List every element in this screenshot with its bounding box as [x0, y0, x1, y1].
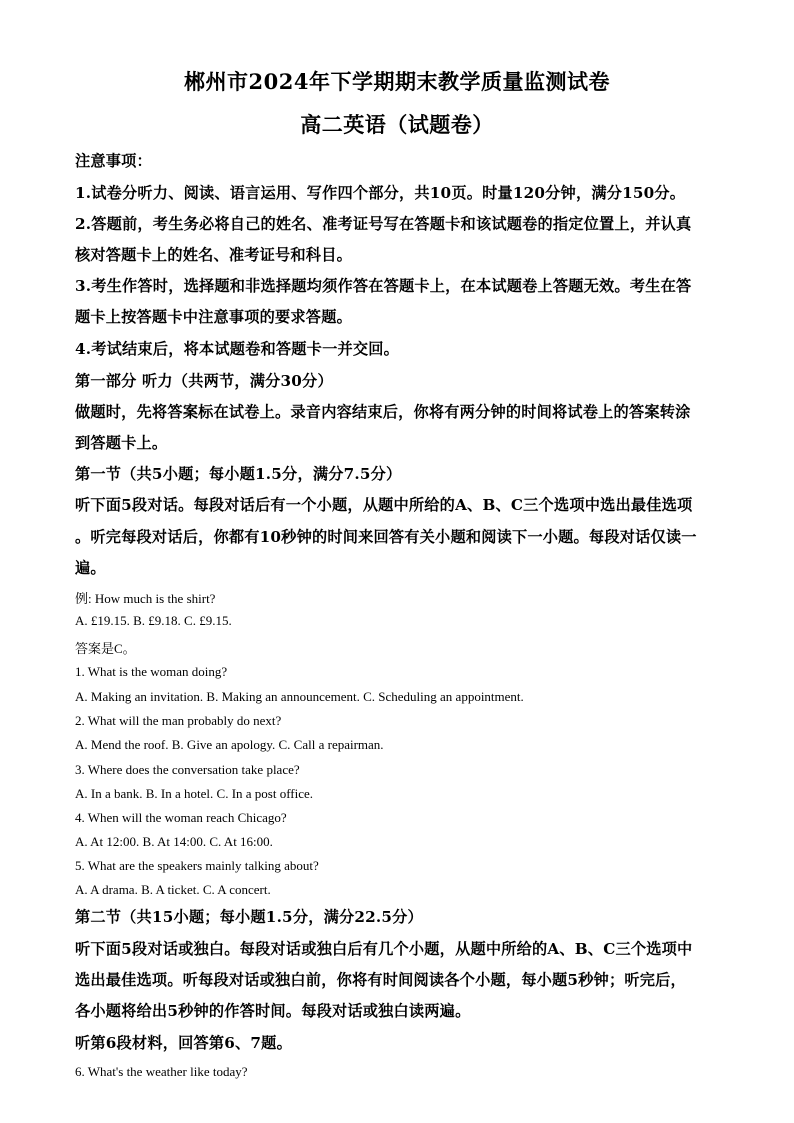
- section2-heading: 第二节（共15小题；每小题1.5分，满分22.5分）: [75, 908, 423, 926]
- notes-item: 1.试卷分听力、阅读、语言运用、写作四个部分，共10页。时量120分钟，满分150分。: [75, 184, 686, 202]
- exam-subtitle: 高二英语（试题卷）: [300, 112, 494, 137]
- notes-item: 2.答题前，考生务必将自己的姓名、准考证号写在答题卡和该试题卷的指定位置上，并认真: [75, 215, 692, 233]
- section2-instruction: 选出最佳选项。听每段对话或独白前，你将有时间阅读各个小题，每小题5秒钟；听完后，: [75, 971, 686, 989]
- notes-item: 4.考试结束后，将本试题卷和答题卡一并交回。: [75, 340, 400, 358]
- section2-instruction: 各小题将给出5秒钟的作答时间。每段对话或独白读两遍。: [75, 1002, 471, 1020]
- part1-instruction: 做题时，先将答案标在试卷上。录音内容结束后，你将有两分钟的时间将试卷上的答案转涂: [75, 403, 691, 421]
- question-options: A. A drama. B. A ticket. C. A concert.: [75, 882, 271, 897]
- question-options: A. Making an invitation. B. Making an announcement. C. Scheduling an appointment.: [75, 689, 524, 704]
- section1-heading: 第一节（共5小题；每小题1.5分，满分7.5分）: [75, 465, 402, 483]
- question-text: 4. When will the woman reach Chicago?: [75, 810, 287, 825]
- notes-item: 核对答题卡上的姓名、准考证号和科目。: [75, 246, 352, 264]
- notes-heading: 注意事项：: [75, 152, 152, 170]
- question-text: 1. What is the woman doing?: [75, 664, 228, 679]
- notes-item: 题卡上按答题卡中注意事项的要求答题。: [75, 308, 352, 326]
- section1-instruction: 听下面5段对话。每段对话后有一个小题，从题中所给的A、B、C三个选项中选出最佳选项: [75, 496, 693, 514]
- part1-instruction: 到答题卡上。: [75, 434, 168, 452]
- part1-heading: 第一部分 听力（共两节，满分30分）: [75, 372, 333, 390]
- example-question: 例: How much is the shirt?: [75, 591, 216, 606]
- section1-instruction: 遍。: [75, 559, 106, 577]
- question-options: A. In a bank. B. In a hotel. C. In a post office.: [75, 786, 314, 801]
- example-answer: 答案是C。: [75, 641, 136, 656]
- example-options: A. £19.15. B. £9.18. C. £9.15.: [75, 613, 232, 628]
- exam-title: 郴州市2024年下学期期末教学质量监测试卷: [184, 69, 610, 94]
- notes-item: 3.考生作答时，选择题和非选择题均须作答在答题卡上，在本试题卷上答题无效。考生在答: [75, 277, 692, 295]
- section1-instruction: 。听完每段对话后，你都有10秒钟的时间来回答有关小题和阅读下一小题。每段对话仅读一: [75, 528, 697, 546]
- question-options: A. Mend the roof. B. Give an apology. C. Call a repairman.: [75, 737, 384, 752]
- section2-instruction: 听下面5段对话或独白。每段对话或独白后有几个小题，从题中所给的A、B、C三个选项中: [75, 940, 693, 958]
- question-text: 3. Where does the conversation take place?: [75, 762, 300, 777]
- question-options: A. At 12:00. B. At 14:00. C. At 16:00.: [75, 834, 273, 849]
- section2-material: 听第6段材料，回答第6、7题。: [75, 1034, 292, 1052]
- question-text: 5. What are the speakers mainly talking about?: [75, 858, 319, 873]
- question-text: 6. What's the weather like today?: [75, 1064, 248, 1079]
- question-text: 2. What will the man probably do next?: [75, 713, 282, 728]
